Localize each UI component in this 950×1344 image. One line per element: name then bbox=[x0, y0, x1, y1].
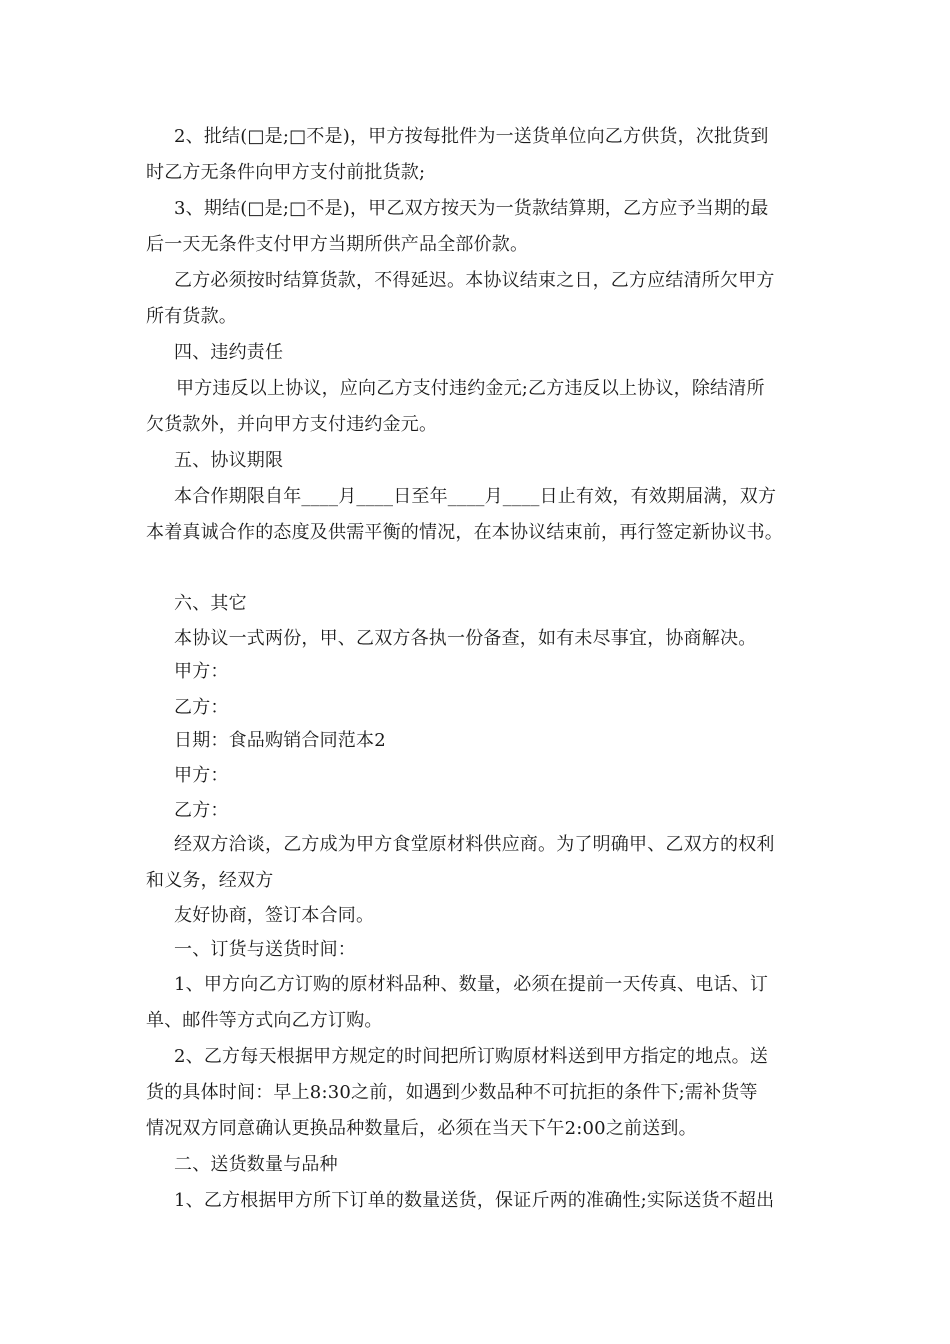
text-line: 本着真诚合作的态度及供需平衡的情况，在本协议结束前，再行签定新协议书。 bbox=[146, 522, 783, 543]
text-line: 所有货款。 bbox=[146, 306, 237, 327]
text-line: 友好协商，签订本合同。 bbox=[174, 905, 375, 926]
text-line: 本合作期限自年____月____日至年____月____日止有效，有效期届满，双方 bbox=[174, 486, 777, 507]
text-line: 时乙方无条件向甲方支付前批货款; bbox=[146, 162, 426, 183]
section-heading: 四、违约责任 bbox=[174, 342, 284, 363]
section-heading: 一、订货与送货时间： bbox=[174, 939, 356, 960]
signature-party-b: 乙方： bbox=[174, 697, 229, 718]
section-heading: 五、协议期限 bbox=[174, 450, 284, 471]
party-b-line: 乙方： bbox=[174, 800, 229, 821]
text-line: 情况双方同意确认更换品种数量后，必须在当天下午2:00之前送到。 bbox=[146, 1118, 697, 1139]
text-line: 本协议一式两份，甲、乙双方各执一份备查，如有未尽事宜，协商解决。 bbox=[174, 628, 757, 649]
signature-party-a: 甲方： bbox=[174, 661, 229, 682]
text-line: 后一天无条件支付甲方当期所供产品全部价款。 bbox=[146, 234, 529, 255]
text-line: 3、期结(□是;□不是)，甲乙双方按天为一货款结算期，乙方应予当期的最 bbox=[174, 198, 769, 219]
text-line: 1、甲方向乙方订购的原材料品种、数量，必须在提前一天传真、电话、订 bbox=[174, 974, 769, 995]
text-line: 和义务，经双方 bbox=[146, 870, 274, 891]
text-line: 单、邮件等方式向乙方订购。 bbox=[146, 1010, 383, 1031]
text-line: 欠货款外，并向甲方支付违约金元。 bbox=[146, 414, 438, 435]
party-a-line: 甲方： bbox=[174, 765, 229, 786]
text-line: 2、乙方每天根据甲方规定的时间把所订购原材料送到甲方指定的地点。送 bbox=[174, 1046, 769, 1067]
section-heading: 六、其它 bbox=[174, 593, 247, 614]
section-heading: 二、送货数量与品种 bbox=[174, 1154, 338, 1175]
date-line: 日期：食品购销合同范本2 bbox=[174, 730, 386, 751]
text-line: 货的具体时间：早上8:30之前，如遇到少数品种不可抗拒的条件下;需补货等 bbox=[146, 1082, 758, 1103]
text-line: 甲方违反以上协议，应向乙方支付违约金元;乙方违反以上协议，除结清所 bbox=[176, 378, 765, 399]
text-line: 1、乙方根据甲方所下订单的数量送货，保证斤两的准确性;实际送货不超出 bbox=[174, 1190, 775, 1211]
text-line: 经双方洽谈，乙方成为甲方食堂原材料供应商。为了明确甲、乙双方的权利 bbox=[174, 834, 775, 855]
text-line: 乙方必须按时结算货款，不得延迟。本协议结束之日，乙方应结清所欠甲方 bbox=[174, 270, 775, 291]
text-line: 2、批结(□是;□不是)，甲方按每批件为一送货单位向乙方供货，次批货到 bbox=[174, 126, 769, 147]
